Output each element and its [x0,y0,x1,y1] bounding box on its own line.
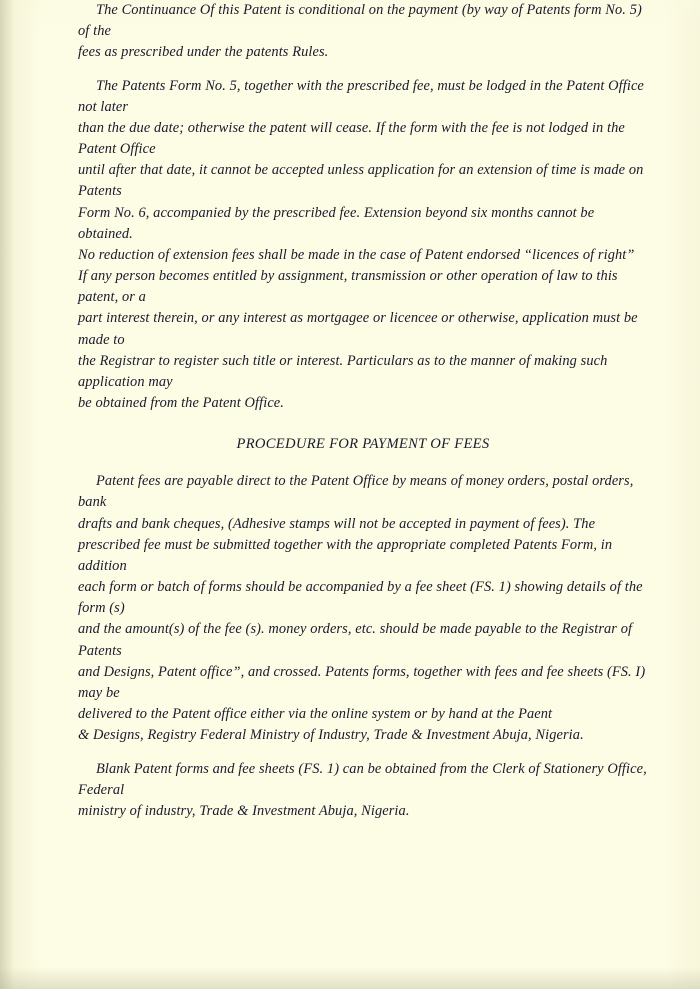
paragraph-line: The Continuance Of this Patent is conditional on the payment (by way of Patents form No. 5) of the [78,2,642,40]
paragraph-line: Blank Patent forms and fee sheets (FS. 1) can be obtained from the Clerk of Stationery Office, Federal [78,760,647,798]
paragraph-patent-fees [78,471,648,746]
paragraph-line: part interest therein, or any interest as mortgagee or licencee or otherwise, application must be made to [78,310,638,348]
paragraph-line: ministry of industry, Trade & Investment Abuja, Nigeria. [78,802,410,819]
paragraph-line: No reduction of extension fees shall be made in the case of Patent endorsed “licences of right” [78,246,635,263]
paragraph-line: prescribed fee must be submitted together with the appropriate completed Patents Form, in addition [78,536,613,574]
paragraph-line: than the due date; otherwise the patent will cease. If the form with the fee is not lodged in the Patent Office [78,119,625,158]
paragraph-line: be obtained from the Patent Office. [78,395,284,412]
paragraph-line: the Registrar to register such title or interest. Particulars as to the manner of making such application may [78,352,608,390]
paragraph-line: each form or batch of forms should be accompanied by a fee sheet (FS. 1) showing details of the form (s) [78,579,643,617]
section-heading: PROCEDURE FOR PAYMENT OF FEES [236,436,490,453]
paragraph-line: If any person becomes entitled by assignment, transmission or other operation of law to this patent, or a [78,268,618,306]
paragraph-line: Form No. 6, accompanied by the prescribed fee. Extension beyond six months cannot be obtained. [78,204,595,242]
paragraph-line: drafts and bank cheques, (Adhesive stamps will not be accepted in payment of fees). The [78,515,596,532]
paragraph-line: & Designs, Registry Federal Ministry of Industry, Trade & Investment Abuja, Nigeria. [78,727,584,744]
document-text-block [78,0,648,822]
paragraph-continuance [78,0,648,64]
paragraph-blank-forms [78,759,648,823]
paragraph-line: and Designs, Patent office”, and crossed. Patents forms, together with fees and fee sheets (FS. I) may be [78,663,646,701]
paragraph-line: fees as prescribed under the patents Rules. [78,44,329,61]
paragraph-line: delivered to the Patent office either via the online system or by hand at the Paent [78,706,553,723]
paragraph-patents-form-5 [78,76,648,415]
paragraph-line: and the amount(s) of the fee (s). money orders, etc. should be made payable to the Registrar of Patents [78,621,633,659]
paragraph-line: until after that date, it cannot be accepted unless application for an extension of time is made on Patents [78,162,644,200]
paragraph-line: The Patents Form No. 5, together with the prescribed fee, must be lodged in the Patent Office not later [78,77,644,115]
paragraph-line: Patent fees are payable direct to the Patent Office by means of money orders, postal orders, bank [78,473,634,511]
